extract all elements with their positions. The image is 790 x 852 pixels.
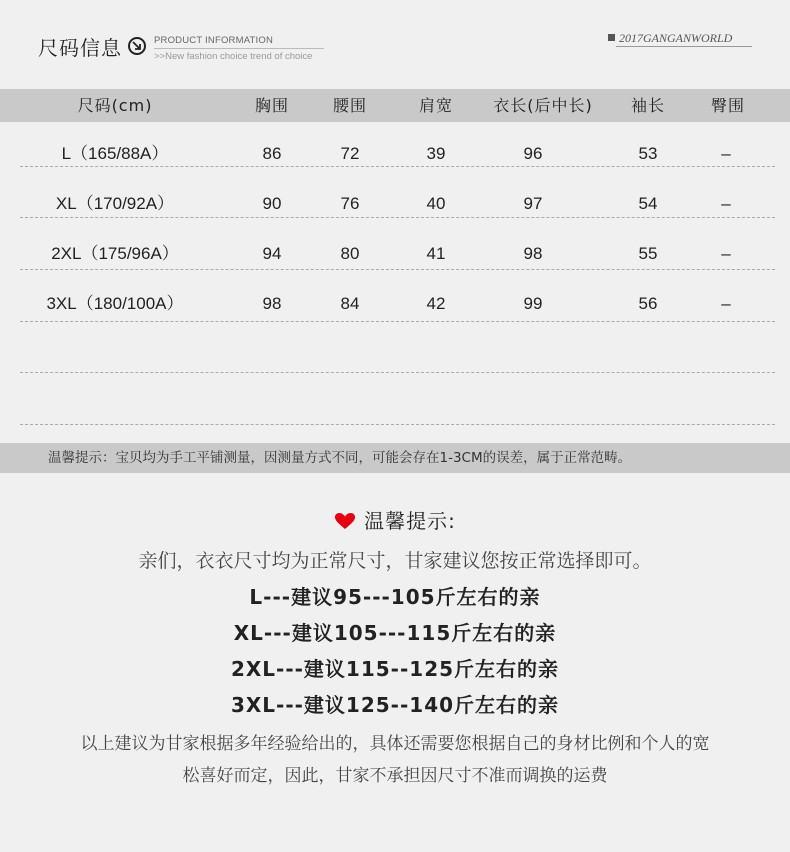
cell-size: 2XL（175/96A） bbox=[51, 244, 179, 263]
cell-length: 99 bbox=[523, 294, 543, 313]
size-recommendation: L---建议95---105斤左右的亲 bbox=[249, 585, 541, 609]
measurement-notice: 温馨提示：宝贝均为手工平铺测量，因测量方式不同，可能会存在1-3CM的误差，属于正常范畴。 bbox=[48, 450, 632, 466]
cell-hip: – bbox=[721, 294, 731, 313]
col-header-shoulder: 肩宽 bbox=[418, 96, 453, 115]
row-divider bbox=[20, 372, 775, 373]
measurement-notice-bar bbox=[0, 443, 790, 473]
cell-waist: 80 bbox=[340, 244, 360, 263]
cell-length: 96 bbox=[523, 144, 543, 163]
table-row bbox=[0, 128, 790, 179]
brand-square-icon bbox=[608, 34, 615, 41]
cell-length: 98 bbox=[523, 244, 543, 263]
size-recommendation: 3XL---建议125--140斤左右的亲 bbox=[230, 693, 560, 717]
tips-footer-line1: 以上建议为甘家根据多年经验给出的，具体还需要您根据自己的身材比例和个人的宽 bbox=[80, 734, 710, 754]
tips-title bbox=[0, 505, 790, 534]
cell-shoulder: 40 bbox=[426, 194, 446, 213]
table-row bbox=[0, 178, 790, 229]
brand-underline bbox=[616, 46, 752, 47]
col-header-length: 衣长(后中长) bbox=[493, 96, 593, 115]
col-header-sleeve: 袖长 bbox=[630, 96, 665, 115]
cell-size: XL（170/92A） bbox=[55, 194, 175, 213]
size-recommendation: XL---建议105---115斤左右的亲 bbox=[233, 621, 557, 645]
cell-chest: 98 bbox=[262, 294, 282, 313]
cell-shoulder: 39 bbox=[426, 144, 446, 163]
cell-shoulder: 41 bbox=[426, 244, 446, 263]
section-header bbox=[0, 0, 790, 88]
section-tagline-en: >>New fashion choice trend of choice bbox=[154, 51, 313, 62]
row-divider bbox=[20, 269, 775, 270]
subtitle-divider bbox=[154, 48, 324, 49]
heart-icon bbox=[334, 512, 356, 530]
tips-title-text: 温馨提示: bbox=[364, 509, 456, 533]
cell-waist: 84 bbox=[340, 294, 360, 313]
cell-chest: 94 bbox=[262, 244, 282, 263]
cell-chest: 90 bbox=[262, 194, 282, 213]
cell-waist: 76 bbox=[340, 194, 360, 213]
cell-sleeve: 55 bbox=[638, 244, 658, 263]
cell-sleeve: 53 bbox=[638, 144, 658, 163]
col-header-size: 尺码(cm) bbox=[77, 96, 153, 115]
cell-hip: – bbox=[721, 144, 731, 163]
brand-logo bbox=[608, 31, 732, 46]
brand-text: 2017GANGANWORLD bbox=[619, 31, 733, 45]
tips-footer-line2: 松喜好而定，因此，甘家不承担因尺寸不准而调换的运费 bbox=[182, 766, 608, 786]
col-header-waist: 腰围 bbox=[332, 96, 367, 115]
size-table-header bbox=[0, 89, 790, 122]
cell-shoulder: 42 bbox=[426, 294, 446, 313]
row-divider bbox=[20, 217, 775, 218]
cell-hip: – bbox=[721, 194, 731, 213]
cell-length: 97 bbox=[523, 194, 543, 213]
cell-size: L（165/88A） bbox=[61, 144, 169, 163]
cell-sleeve: 56 bbox=[638, 294, 658, 313]
size-recommendation: 2XL---建议115--125斤左右的亲 bbox=[230, 657, 560, 681]
row-divider bbox=[20, 166, 775, 167]
tips-intro: 亲们，衣衣尺寸均为正常尺寸，甘家建议您按正常选择即可。 bbox=[138, 550, 652, 572]
row-divider bbox=[20, 424, 775, 425]
cell-size: 3XL（180/100A） bbox=[46, 294, 184, 313]
row-divider bbox=[20, 321, 775, 322]
col-header-chest: 胸围 bbox=[254, 96, 289, 115]
col-header-hip: 臀围 bbox=[710, 96, 745, 115]
cell-hip: – bbox=[721, 244, 731, 263]
cell-sleeve: 54 bbox=[638, 194, 658, 213]
table-row bbox=[0, 228, 790, 279]
arrow-circle-icon bbox=[128, 37, 146, 55]
section-subtitle-en: PRODUCT INFORMATION bbox=[154, 35, 274, 46]
section-title: 尺码信息 bbox=[38, 36, 122, 60]
cell-waist: 72 bbox=[340, 144, 360, 163]
cell-chest: 86 bbox=[262, 144, 282, 163]
